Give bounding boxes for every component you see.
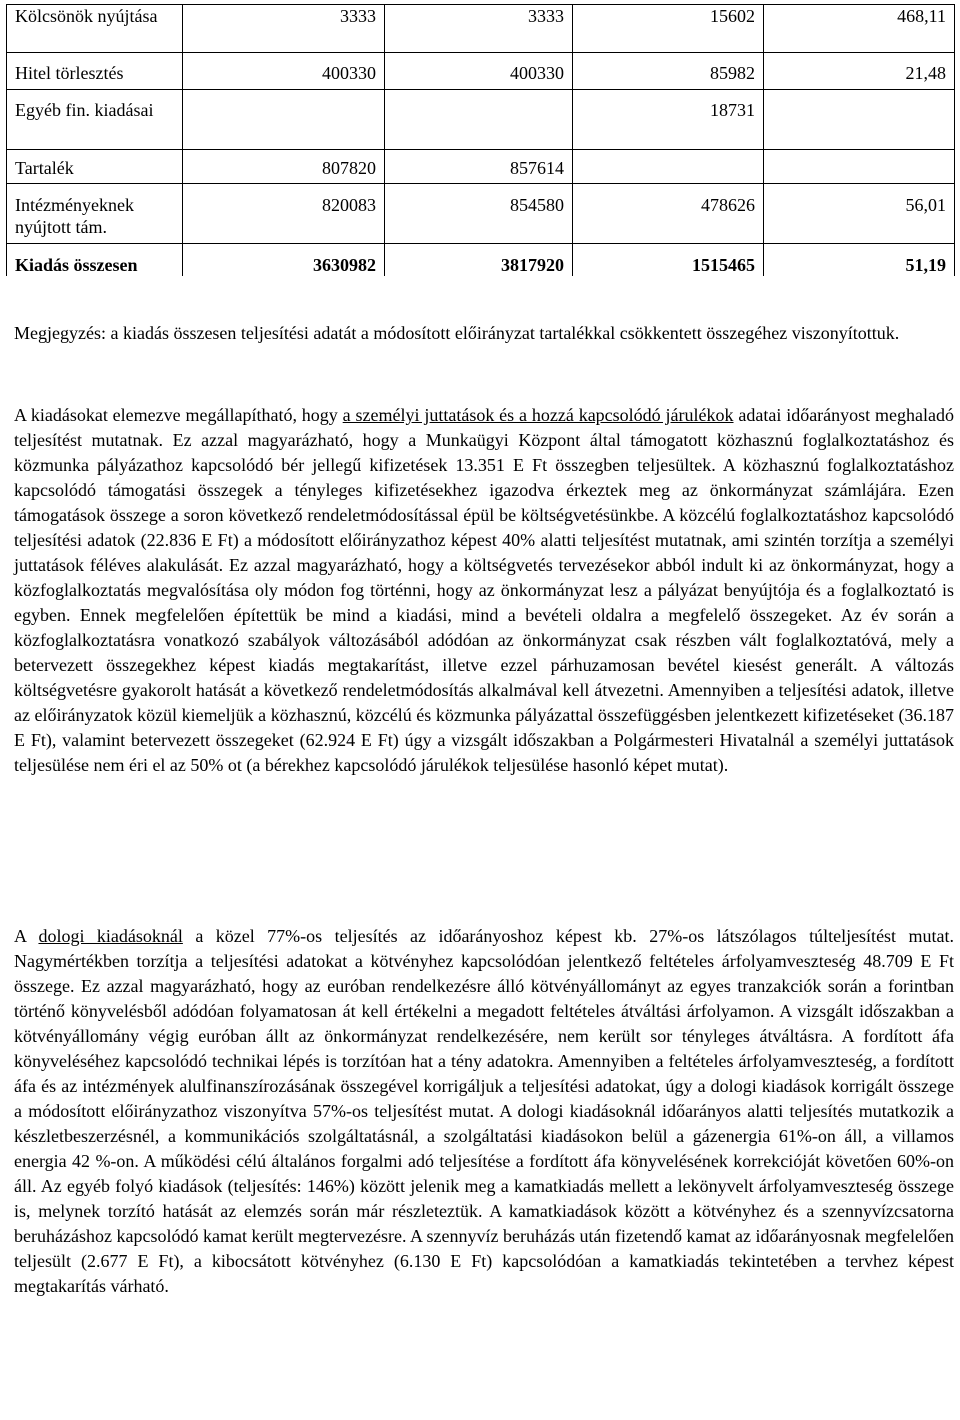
cell-original: 400330 xyxy=(183,53,385,90)
cell-percent: 21,48 xyxy=(764,53,955,90)
underlined-phrase: a személyi juttatások és a hozzá kapcsolódó járulékok xyxy=(342,405,734,425)
paragraph-text: adatai időarányost meghaladó teljesítést mutatnak. Ez azzal magyarázható, hogy a Munkaügyi Központ által támogatott közhasznú foglalkoztatáshoz és közmunka pályázathoz kapcsolódó bér jellegű kifizetések 13.351 E Ft összegben teljesültek. A közhasznú foglalkoztatáshoz kapcsolódó támogatási összegek a tényleges kifizetésekhez igazodva érkeztek meg az önkormányzat számlájára. Ezen támogatások összege a soron következő rendeletmódosítással épül be költségvetésünkbe. A közcélú foglalkoztatáshoz kapcsolódó teljesítési adatok (22.836 E Ft) a módosított előirányzathoz képest 40% alatti teljesítést mutatnak, ami szintén torzítja a személyi juttatások féléves alakulását. Ez azzal magyarázható, hogy a költségvetés tervezésekor abból indult ki az önkormányzat, hogy a közfoglalkoztatás megvalósítása oly módon fog történni, hogy az önkormányzat lesz a pályázat benyújtója és a foglalkoztató is egyben. Ennek megfelelően építettük be mind a kiadási, mind a bevételi oldalra a megfelelő összegeket. Az év során a közfoglalkoztatásra vonatkozó szabályok változásából adódóan az önkormányzat csak részben vált foglalkoztatóvá, mely a betervezett összegekhez képest kiadás megtakarítást, illetve ezzel párhuzamosan bevétel kiesést generált. A változás költségvetésre gyakorolt hatását a következő rendeletmódosítás alkalmával kell átvezetni. Amennyiben a teljesítési adatok, illetve az előirányzatok közül kiemeljük a közhasznú, közcélú és közmunka pályázattal összefüggésben jelentkezett kifizetéseket (36.187 E Ft), valamint betervezett összegeket (62.924 E Ft) úgy a vizsgált időszakban a Polgármesteri Hivatalnál a személyi juttatások teljesülése nem éri el az 50% ot (a bérekhez kapcsolódó járulékok teljesülése hasonló képet mutat). xyxy=(14,405,954,775)
cell-actual: 478626 xyxy=(573,184,764,244)
cell-modified: 3333 xyxy=(385,5,573,53)
material-expenses-paragraph xyxy=(14,924,954,1299)
cell-actual: 85982 xyxy=(573,53,764,90)
table-row xyxy=(7,90,955,150)
total-modified: 3817920 xyxy=(385,244,573,277)
paragraph-text: a közel 77%-os teljesítés az időarányoshoz képest kb. 27%-os látszólagos túlteljesítést mutat. Nagymértékben torzítja a teljesítési adatokat a kötvényhez kapcsolódóan jelentkező feltételes árfolyamveszteség 48.709 E Ft összege. Ez azzal magyarázható, hogy az euróban rendelkezésre álló kötvényállományt az egyes tranzakciók során a forintban történő könyvelésből adódóan folyamatosan át kell értékelni a megadott feltételes átváltási árfolyamon. A vizsgált időszakban a kötvényállomány végig euróban állt az önkormányzat rendelkezésére, nem került sor tényleges átváltásra. A fordított áfa könyveléséhez kapcsolódó technikai lépés is torzítóan hat a tény adatokra. Amennyiben a feltételes árfolyamveszteség, a fordított áfa és az intézmények alulfinanszírozásának összegével korrigáljuk a teljesítési adatokat, úgy a dologi kiadások korrigált összege a módosított előirányzathoz viszonyítva 57%-os teljesítést mutat. A dologi kiadásoknál időarányos alatti teljesítés mutatkozik a készletbeszerzésnél, a kommunikációs szolgáltatásnál, a szolgáltatási kiadásokon belül a gázenergia 61%-on áll, a villamos energia 42 %-on. A működési célú általános forgalmi adó teljesítése a fordított áfa könyvelésének korrekcióját követően 60%-on áll. Az egyéb folyó kiadások (teljesítés: 146%) között jelenik meg a kamatkiadás mellett a lekönyvelt árfolyamveszteség összege is, melynek torzító hatását az elemzés során már részleteztük. A kamatkiadások között a kötvényhez és a szennyvízcsatorna beruházáshoz kapcsolódó kamat került megtervezésre. A szennyvíz beruházás után fizetendő kamat az időarányosnak megfelelően teljesült (2.677 E Ft), a kibocsátott kötvényhez (6.130 E Ft) kapcsolódóan a kamatkiadás tekintetében a tervhez képest megtakarítás várható. xyxy=(14,926,954,1296)
cell-original: 807820 xyxy=(183,150,385,184)
total-label: Kiadás összesen xyxy=(7,244,183,277)
table-row xyxy=(7,5,955,53)
expenditure-table xyxy=(6,4,955,276)
cell-actual: 18731 xyxy=(573,90,764,150)
paragraph-text: A xyxy=(14,926,39,946)
table-row xyxy=(7,53,955,90)
total-percent: 51,19 xyxy=(764,244,955,277)
cell-modified: 854580 xyxy=(385,184,573,244)
personnel-expenses-paragraph xyxy=(14,403,954,778)
table-total-row xyxy=(7,244,955,277)
table-row xyxy=(7,184,955,244)
cell-percent xyxy=(764,150,955,184)
row-label: Intézményeknek nyújtott tám. xyxy=(7,184,183,244)
paragraph-text: A kiadásokat elemezve megállapítható, hogy xyxy=(14,405,343,425)
cell-percent: 56,01 xyxy=(764,184,955,244)
cell-original xyxy=(183,90,385,150)
row-label: Hitel törlesztés xyxy=(7,53,183,90)
cell-modified xyxy=(385,90,573,150)
table-note: Megjegyzés: a kiadás összesen teljesítési adatát a módosított előirányzat tartalékkal csökkentett összegéhez viszonyítottuk. xyxy=(14,323,900,343)
total-actual: 1515465 xyxy=(573,244,764,277)
cell-actual: 15602 xyxy=(573,5,764,53)
cell-modified: 400330 xyxy=(385,53,573,90)
row-label: Kölcsönök nyújtása xyxy=(7,5,183,53)
cell-percent: 468,11 xyxy=(764,5,955,53)
cell-original: 820083 xyxy=(183,184,385,244)
cell-modified: 857614 xyxy=(385,150,573,184)
row-label: Egyéb fin. kiadásai xyxy=(7,90,183,150)
cell-actual xyxy=(573,150,764,184)
row-label: Tartalék xyxy=(7,150,183,184)
total-original: 3630982 xyxy=(183,244,385,277)
cell-percent xyxy=(764,90,955,150)
table-row xyxy=(7,150,955,184)
underlined-phrase: dologi kiadásoknál xyxy=(38,926,183,946)
cell-original: 3333 xyxy=(183,5,385,53)
